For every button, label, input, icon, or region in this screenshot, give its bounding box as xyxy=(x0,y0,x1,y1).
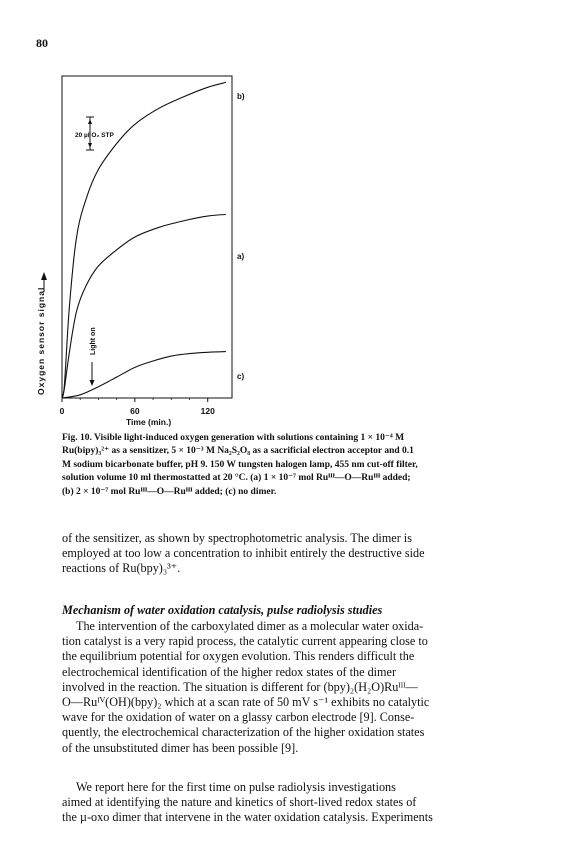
figure-caption xyxy=(62,432,548,499)
text-line: We report here for the first time on pulse radiolysis investigations xyxy=(76,780,396,794)
text-line: The intervention of the carboxylated dimer as a molecular water oxida- xyxy=(76,619,424,633)
caption-line: M sodium bicarbonate buffer, pH 9. 150 W tungsten halogen lamp, 455 nm cut-off filter, xyxy=(62,459,418,470)
text-line: tion catalyst is a very rapid process, the catalytic current appearing close to xyxy=(62,634,428,649)
x-axis-label: Time (min.) xyxy=(126,417,172,427)
text-line: involved in the reaction. The situation is different for (bpy)₂(H₂O)Ruᴵᴵᴵ— xyxy=(62,679,418,694)
x-ticks xyxy=(60,398,215,416)
series-line-c xyxy=(62,352,226,398)
curve-label-a: a) xyxy=(237,252,245,261)
curve-label-b: b) xyxy=(237,92,245,101)
x-tick-label: 60 xyxy=(130,406,140,416)
text-line: of the sensitizer, as shown by spectrophotometric analysis. The dimer is xyxy=(62,531,412,545)
series-line-a xyxy=(62,215,226,399)
caption-line: solution volume 10 ml thermostatted at 20 °C. (a) 1 × 10⁻⁷ mol Ruᴵᴵᴵ—O—Ruᴵᴵᴵ added; xyxy=(62,473,411,484)
x-tick-label: 0 xyxy=(59,406,65,416)
caption-line: Fig. 10. Visible light-induced oxygen generation with solutions containing 1 × 10⁻⁴ M xyxy=(62,433,405,443)
paragraph-2 xyxy=(62,619,550,756)
caption-line: (b) 2 × 10⁻⁷ mol Ruᴵᴵᴵ—O—Ruᴵᴵᴵ added; (c) no dimer. xyxy=(62,486,277,497)
text-line: the equilibrium potential for oxygen evolution. This renders difficult the xyxy=(62,649,415,664)
text-line: aimed at identifying the nature and kinetics of short-lived redox states of xyxy=(62,795,417,810)
caption-line: Ru(bipy)₃²⁺ as a sensitizer, 5 × 10⁻³ M Na₂S₂O₈ as a sacrificial electron acceptor and 0.1 xyxy=(62,446,414,457)
paragraph-1 xyxy=(62,531,550,577)
x-tick-label: 120 xyxy=(200,406,215,416)
y-axis-label: Oxygen sensor signal xyxy=(36,286,46,395)
text-line: the µ-oxo dimer that intervene in the water oxidation catalysis. Experiments xyxy=(62,810,433,825)
scale-bar-label: 20 µl O₂ STP xyxy=(75,132,114,139)
series-line-b xyxy=(62,82,226,398)
page-number: 80 xyxy=(36,36,48,50)
plot-axes xyxy=(62,76,232,398)
text-line: O—Ruᴵⱽ(OH)(bpy)₂ which at a scan rate of 50 mV s⁻¹ exhibits no catalytic xyxy=(62,695,430,710)
light-on-label: Light on xyxy=(90,327,97,355)
light-on-annotation xyxy=(90,327,98,386)
paragraph-3 xyxy=(62,780,550,826)
section-heading: Mechanism of water oxidation catalysis, pulse radiolysis studies xyxy=(62,603,383,617)
text-line: of the unsubstituted dimer has been possible [9]. xyxy=(62,740,299,755)
plot-frame xyxy=(62,76,232,398)
curves xyxy=(62,82,226,398)
text-line: quently, the electrochemical characterization of the higher oxidation states xyxy=(62,725,425,740)
text-line: wave for the oxidation of water on a glassy carbon electrode [9]. Conse- xyxy=(62,710,415,725)
scale-bar-annotation xyxy=(75,117,114,150)
text-line: employed at too low a concentration to inhibit entirely the destructive side xyxy=(62,546,425,561)
text-line: electrochemical identification of the higher redox states of the dimer xyxy=(62,664,397,679)
text-line: reactions of Ru(bpy)₃³⁺. xyxy=(62,561,181,576)
curve-label-c: c) xyxy=(237,372,245,381)
